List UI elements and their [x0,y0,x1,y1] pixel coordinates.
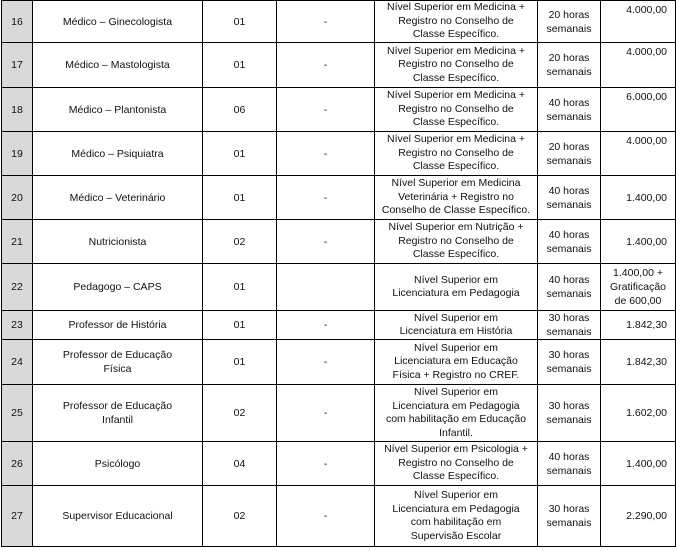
position-name [33,340,203,385]
row-number: 24 [2,340,33,385]
cell-line: Física [103,363,132,375]
cell-line: Classe Específico. [412,248,500,261]
requirements [375,486,538,547]
cell-line: Licenciatura em Educação [394,355,518,368]
cell-line: Nível Superior em [413,311,499,324]
workload [538,486,601,547]
cell-line: 30 horas [548,400,590,412]
cell-line: 1.842,30 [626,319,667,331]
cell-line: Registro no Conselho de [398,14,514,27]
cell-line: 30 horas [548,312,590,324]
vacancies: 01 [203,1,277,43]
cell-line: semanais [546,288,592,300]
workload [538,311,601,340]
cell-line: Nível Superior em Medicina + [386,44,526,57]
salary [601,1,676,43]
cell-line: semanais [546,414,592,426]
requirements [375,1,538,43]
requirements [375,88,538,132]
cell-line: Nível Superior em Psicologia + [384,443,528,456]
workload [538,88,601,132]
cell-line: 20 horas [548,140,590,153]
workload [538,264,601,311]
cell-line: semanais [546,110,592,123]
cell-line: Licenciatura em Pedagogia [392,502,520,515]
vacancies: 01 [203,264,277,311]
requirements [375,311,538,340]
cell-line: Professor de Educação [62,400,173,412]
cell-line: Classe Específico. [412,71,500,84]
cell-line: semanais [546,517,592,529]
cell-line: Gratificação [609,281,667,293]
row-number: 19 [2,132,33,176]
salary [601,486,676,547]
cell-line: 40 horas [548,274,590,286]
salary [601,176,676,220]
reserved-vacancies: - [277,311,375,340]
cell-line: Médico – Ginecologista [62,15,173,28]
requirements [375,340,538,385]
cell-line: 1.602,00 [626,407,667,419]
cell-line: 4.000,00 [626,135,667,147]
position-name [33,88,203,132]
table-row [2,311,676,340]
position-name [33,486,203,547]
position-name [33,311,203,340]
table-row [2,385,676,442]
cell-line: Nível Superior em [413,341,499,354]
cell-line: Nível Superior em Medicina + [386,89,526,102]
cell-line: Nível Superior em [413,386,499,398]
cell-line: semanais [546,22,592,35]
cell-line: Pedagogo – CAPS [73,281,162,293]
cell-line: Classe Específico. [412,28,500,41]
cell-line: Nível Superior em Medicina [391,177,521,190]
cell-line: semanais [546,242,592,255]
table-row [2,264,676,311]
requirements [375,176,538,220]
vacancies: 04 [203,442,277,486]
cell-line: Registro no Conselho de [398,456,514,469]
cell-line: 4.000,00 [626,46,667,58]
vacancies: 01 [203,311,277,340]
salary [601,264,676,311]
position-name [33,264,203,311]
workload [538,442,601,486]
workload [538,220,601,264]
vacancies: 02 [203,385,277,442]
cell-line: semanais [546,66,592,78]
workload [538,176,601,220]
cell-line: Nutricionista [88,235,147,248]
position-name [33,132,203,176]
vacancies: 02 [203,220,277,264]
workload [538,43,601,88]
vacancies: 01 [203,132,277,176]
cell-line: Nível Superior em Nutrição + [388,221,524,234]
cell-line: Licenciatura em História [399,325,513,337]
vacancies: 06 [203,88,277,132]
reserved-vacancies: - [277,442,375,486]
reserved-vacancies: - [277,220,375,264]
table-row [2,176,676,220]
table-row [2,88,676,132]
reserved-vacancies: - [277,486,375,547]
cell-line: Licenciatura em Pedagogia [392,399,520,412]
cell-line: 4.000,00 [626,4,667,16]
cell-line: 30 horas [548,349,590,361]
cell-line: Nível Superior em Medicina + [386,1,526,14]
cell-line: Psicólogo [94,457,141,470]
cell-line: 30 horas [548,503,590,515]
cell-line: Nível Superior em [413,273,499,286]
cell-line: 40 horas [548,184,590,197]
cell-line: Supervisor Educacional [62,510,173,522]
salary [601,385,676,442]
cell-line: Registro no Conselho de [398,58,514,71]
table-row [2,220,676,264]
reserved-vacancies: - [277,132,375,176]
cell-line: Professor de História [68,319,167,331]
requirements [375,132,538,176]
cell-line: semanais [546,464,592,477]
table-row [2,486,676,547]
reserved-vacancies: - [277,385,375,442]
table-row [2,1,676,43]
salary [601,311,676,340]
row-number: 22 [2,264,33,311]
cell-line: 20 horas [548,8,590,21]
cell-line: semanais [546,326,592,338]
requirements [375,385,538,442]
vacancy-table [1,0,676,547]
workload [538,1,601,43]
requirements [375,220,538,264]
salary [601,220,676,264]
row-number: 27 [2,486,33,547]
row-number: 25 [2,385,33,442]
cell-line: 20 horas [548,52,590,64]
cell-line: Conselho de Classe Específico. [381,204,531,217]
cell-line: Médico – Psiquiatra [71,147,164,160]
cell-line: 1.842,30 [626,356,667,368]
cell-line: semanais [546,154,592,167]
vacancies: 02 [203,486,277,547]
row-number: 16 [2,1,33,43]
cell-line: Classe Específico. [412,160,500,173]
cell-line: Classe Específico. [412,470,500,483]
position-name [33,220,203,264]
cell-line: com habilitação em Educação [385,413,527,425]
cell-line: 1.400,00 [626,191,667,204]
reserved-vacancies: - [277,88,375,132]
position-name [33,442,203,486]
cell-line: Professor de Educação [62,349,173,361]
salary [601,43,676,88]
position-name [33,176,203,220]
position-name [33,1,203,43]
row-number: 17 [2,43,33,88]
cell-line: Registro no Conselho de [398,146,514,159]
requirements [375,264,538,311]
table-row [2,340,676,385]
reserved-vacancies: - [277,43,375,88]
reserved-vacancies: - [277,176,375,220]
cell-line: Classe Específico. [412,116,500,129]
row-number: 23 [2,311,33,340]
requirements [375,43,538,88]
cell-line: 1.400,00 [626,235,667,248]
cell-line: Infantil [102,414,133,426]
cell-line: Veterinária + Registro no [398,190,514,203]
reserved-vacancies: - [277,1,375,43]
cell-line: Registro no Conselho de [398,102,514,115]
table-row [2,132,676,176]
reserved-vacancies [277,264,375,311]
requirements [375,442,538,486]
cell-line: 40 horas [548,450,590,463]
cell-line: Registro no Conselho de [398,234,514,247]
cell-line: Nível Superior em Medicina + [386,133,526,146]
row-number: 18 [2,88,33,132]
position-name [33,43,203,88]
cell-line: 6.000,00 [626,91,667,103]
cell-line: Supervisão Escolar [410,529,502,542]
cell-line: 1.400,00 + [613,267,663,279]
cell-line: de 600,00 [614,295,662,307]
salary [601,132,676,176]
cell-line: Médico – Plantonista [68,103,167,116]
salary [601,88,676,132]
cell-line: semanais [546,363,592,375]
vacancies: 01 [203,340,277,385]
cell-line: Médico – Veterinário [69,191,166,204]
table-row [2,442,676,486]
row-number: 20 [2,176,33,220]
cell-line: semanais [546,198,592,211]
cell-line: Infantil. [439,426,473,439]
cell-line: Médico – Mastologista [65,59,170,71]
cell-line: com habilitação em [410,516,502,528]
vacancies: 01 [203,176,277,220]
position-name [33,385,203,442]
vacancies: 01 [203,43,277,88]
row-number: 21 [2,220,33,264]
workload [538,132,601,176]
cell-line: 1.400,00 [626,457,667,470]
cell-line: Nível Superior em [413,489,499,501]
cell-line: Licenciatura em Pedagogia [392,287,520,299]
cell-line: 2.290,00 [626,510,667,522]
salary [601,340,676,385]
workload [538,340,601,385]
cell-line: 40 horas [548,96,590,109]
row-number: 26 [2,442,33,486]
workload [538,385,601,442]
cell-line: Física + Registro no CREF. [392,368,520,381]
cell-line: 40 horas [548,228,590,241]
reserved-vacancies: - [277,340,375,385]
salary [601,442,676,486]
table-row [2,43,676,88]
